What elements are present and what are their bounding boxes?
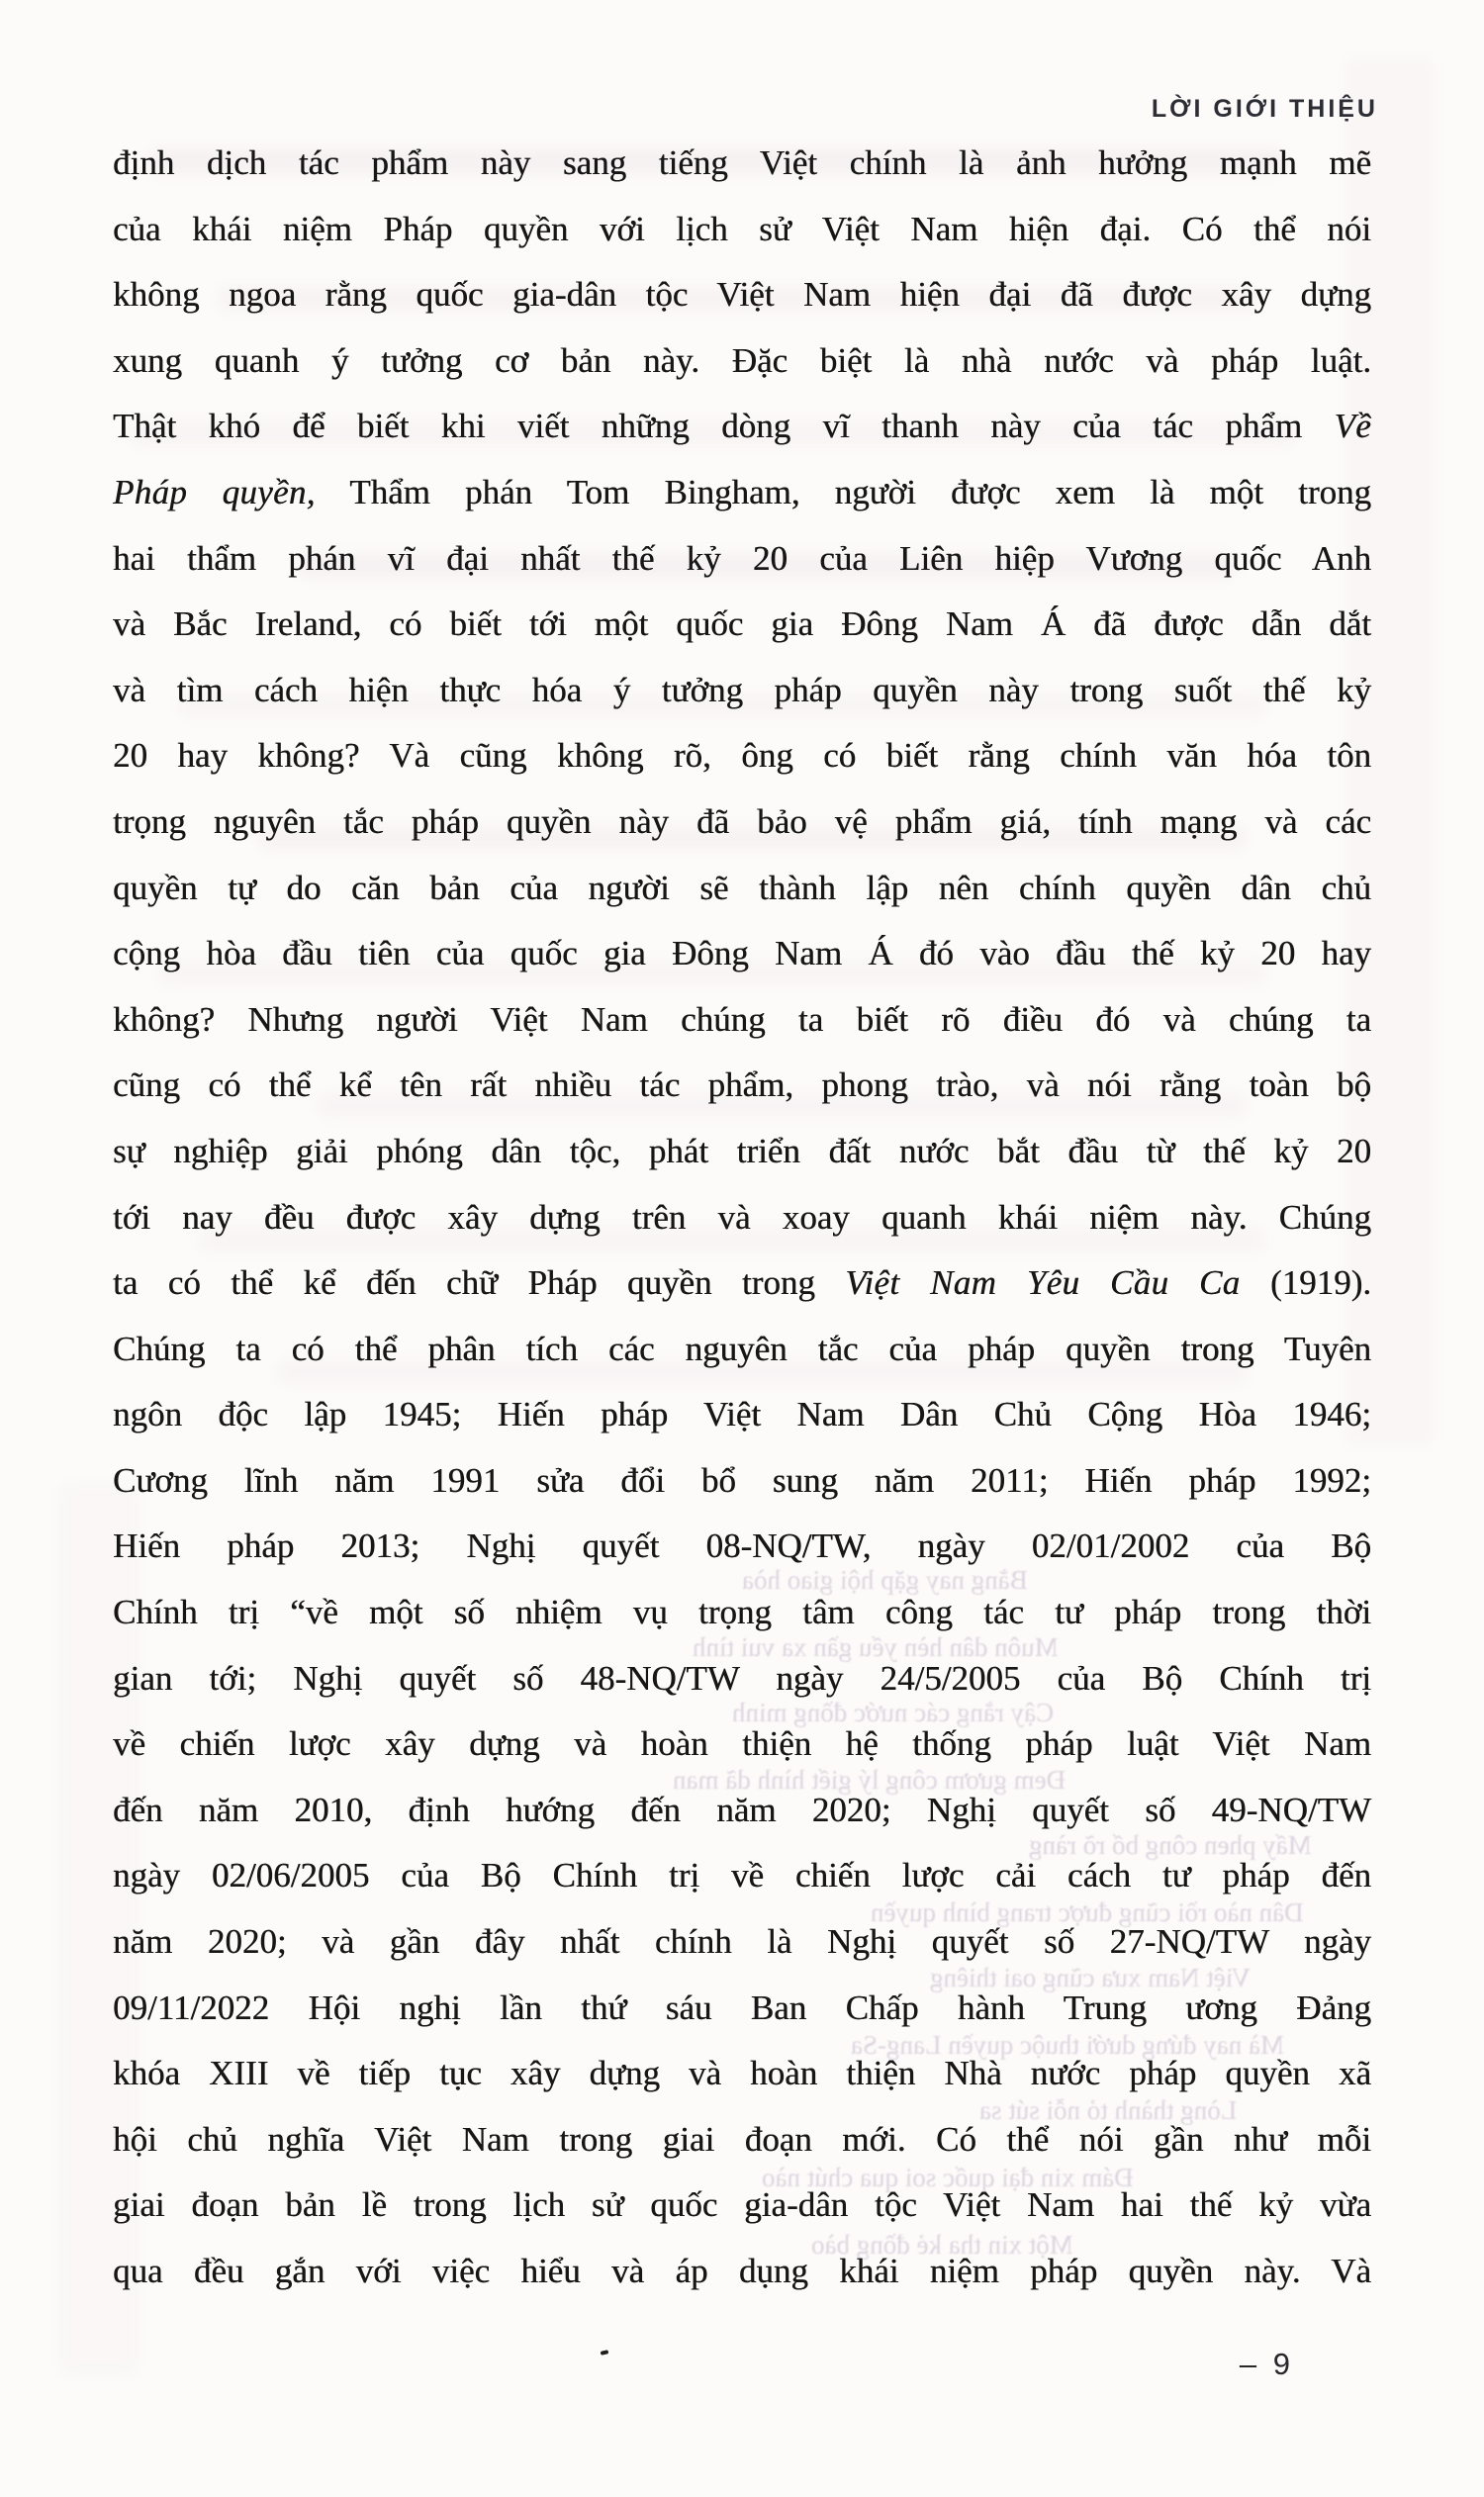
- text-segment: và Bắc Ireland, có biết tới một quốc gia Đông Nam Á đã được dẫn dắt: [113, 604, 1371, 644]
- text-line: [113, 723, 1371, 789]
- bleedthrough-line: Một xin tha kẻ đồng bào: [811, 2230, 1073, 2260]
- text-segment: năm 2020; và gần đây nhất chính là Nghị quyết số 27-NQ/TW ngày: [113, 1922, 1371, 1962]
- text-segment: cộng hòa đầu tiên của quốc gia Đông Nam Á đó vào đầu thế kỷ 20 hay: [113, 934, 1371, 973]
- text-line: [113, 2173, 1371, 2239]
- text-segment: Thật khó để biết khi viết những dòng vĩ thanh này của tác phẩm: [113, 407, 1335, 446]
- text-line: [113, 1250, 1371, 1317]
- body-text: [113, 131, 1371, 2305]
- text-segment: Cương lĩnh năm 1991 sửa đổi bổ sung năm 2011; Hiến pháp 1992;: [113, 1460, 1371, 1500]
- text-line: [113, 658, 1371, 724]
- text-segment: Hiến pháp 2013; Nghị quyết 08-NQ/TW, ngày 02/01/2002 của Bộ: [113, 1526, 1371, 1566]
- italic-text: Về: [1334, 407, 1371, 446]
- bleedthrough-line: Cậy rằng các nước đồng minh: [732, 1698, 1055, 1727]
- text-segment: qua đều gắn với việc hiểu và áp dụng khái niệm pháp quyền này. Và: [113, 2252, 1371, 2290]
- text-segment: không ngoa rằng quốc gia-dân tộc Việt Nam hiện đại đã được xây dựng: [113, 275, 1371, 315]
- text-segment: gian tới; Nghị quyết số 48-NQ/TW ngày 24/5/2005 của Bộ Chính trị: [113, 1658, 1371, 1698]
- text-segment: ta có thể kể đến chữ Pháp quyền trong: [113, 1263, 846, 1303]
- text-line: [113, 1448, 1371, 1515]
- text-segment: Chính trị “về một số nhiệm vụ trọng tâm công tác tư pháp trong thời: [113, 1593, 1371, 1632]
- text-line: [113, 1778, 1371, 1844]
- text-segment: hội chủ nghĩa Việt Nam trong giai đoạn mới. Có thể nói gần như mỗi: [113, 2119, 1371, 2159]
- italic-text: Việt Nam Yêu Cầu Ca: [845, 1263, 1241, 1303]
- text-line: [113, 460, 1371, 526]
- text-segment: hai thẩm phán vĩ đại nhất thế kỷ 20 của Liên hiệp Vương quốc Anh: [113, 538, 1371, 578]
- text-line: [113, 328, 1371, 395]
- text-line: [113, 987, 1371, 1054]
- text-segment: Chúng ta có thể phân tích các nguyên tắc của pháp quyền trong Tuyên: [113, 1329, 1371, 1368]
- text-segment: 09/11/2022 Hội nghị lần thứ sáu Ban Chấp hành Trung ương Đảng: [113, 1988, 1371, 2027]
- text-segment: cũng có thể kể tên rất nhiều tác phẩm, phong trào, và nói rằng toàn bộ: [113, 1065, 1371, 1105]
- text-segment: đến năm 2010, định hướng đến năm 2020; Nghị quyết số 49-NQ/TW: [113, 1790, 1371, 1829]
- text-line: [113, 1909, 1371, 1976]
- text-segment: xung quanh ý tưởng cơ bản này. Đặc biệt là nhà nước và pháp luật.: [113, 340, 1371, 380]
- text-line: [113, 1053, 1371, 1119]
- text-line: [113, 1580, 1371, 1646]
- bleedthrough-line: Lòng thành tỏ nỗi sút sa: [979, 2095, 1238, 2125]
- text-line: [113, 921, 1371, 987]
- text-line: [113, 1711, 1371, 1778]
- text-line: [113, 2107, 1371, 2173]
- text-line: [113, 526, 1371, 593]
- text-line: [113, 856, 1371, 922]
- text-line: [113, 2239, 1371, 2305]
- text-segment: quyền tự do căn bản của người sẽ thành lập nên chính quyền dân chủ: [113, 868, 1371, 907]
- bleedthrough-line: Đám xin đại quốc soi qua chút nào: [762, 2163, 1134, 2192]
- bleedthrough-line: Bằng nay gặp hội giao hòa: [742, 1565, 1028, 1595]
- running-header: LỜI GIỚI THIỆU: [1151, 95, 1378, 123]
- text-segment: không? Nhưng người Việt Nam chúng ta biết rõ điều đó và chúng ta: [113, 999, 1371, 1039]
- ink-speck: [601, 2350, 609, 2356]
- text-line: [113, 1382, 1371, 1448]
- text-segment: khóa XIII về tiếp tục xây dựng và hoàn thiện Nhà nước pháp quyền xã: [113, 2054, 1371, 2093]
- text-segment: Thẩm phán Tom Bingham, người được xem là một trong: [315, 472, 1371, 511]
- italic-text: Pháp quyền,: [113, 472, 316, 511]
- text-line: [113, 2041, 1371, 2107]
- text-line: [113, 1976, 1371, 2042]
- text-line: [113, 131, 1371, 197]
- text-line: [113, 1646, 1371, 1712]
- text-line: [113, 394, 1371, 460]
- text-line: [113, 1317, 1371, 1383]
- text-line: [113, 197, 1371, 263]
- text-segment: (1919).: [1240, 1263, 1372, 1303]
- text-line: [113, 1119, 1371, 1185]
- bleedthrough-line: Đem gươm công lý giết hình dã man: [673, 1765, 1067, 1795]
- text-segment: 20 hay không? Và cũng không rõ, ông có biết rằng chính văn hóa tôn: [113, 736, 1371, 776]
- bleedthrough-line: Mà nay đứng dưới thuộc quyền Lang-Sa: [851, 2030, 1284, 2060]
- text-segment: và tìm cách hiện thực hóa ý tưởng pháp quyền này trong suốt thế kỷ: [113, 670, 1371, 709]
- text-segment: giai đoạn bản lề trong lịch sử quốc gia-dân tộc Việt Nam hai thế kỷ vừa: [113, 2185, 1371, 2225]
- text-line: [113, 592, 1371, 658]
- text-line: [113, 1843, 1371, 1909]
- page-number: – 9: [1239, 2347, 1294, 2381]
- bleedthrough-line: Việt Nam xưa cũng oai thiêng: [930, 1963, 1252, 1992]
- bleedthrough-line: Muôn dân hèn yếu gần xa vui tình: [693, 1632, 1059, 1662]
- text-segment: trọng nguyên tắc pháp quyền này đã bảo vệ phẩm giá, tính mạng và các: [113, 801, 1371, 841]
- text-line: [113, 1185, 1371, 1251]
- text-line: [113, 1514, 1371, 1580]
- text-line: [113, 262, 1371, 328]
- bleedthrough-line: Dân nào rồi cũng được trang bình quyền: [871, 1897, 1304, 1927]
- text-segment: ngôn độc lập 1945; Hiến pháp Việt Nam Dân Chủ Cộng Hòa 1946;: [113, 1395, 1371, 1434]
- text-segment: của khái niệm Pháp quyền với lịch sử Việt Nam hiện đại. Có thể nói: [113, 209, 1371, 248]
- bleedthrough-line: Mấy phen công bố rõ ràng: [1029, 1830, 1312, 1860]
- text-segment: định dịch tác phẩm này sang tiếng Việt chính là ảnh hưởng mạnh mẽ: [113, 143, 1371, 182]
- text-segment: sự nghiệp giải phóng dân tộc, phát triển đất nước bắt đầu từ thế kỷ 20: [113, 1131, 1371, 1170]
- text-segment: tới nay đều được xây dựng trên và xoay quanh khái niệm này. Chúng: [113, 1197, 1371, 1237]
- text-segment: ngày 02/06/2005 của Bộ Chính trị về chiến lược cải cách tư pháp đến: [113, 1856, 1371, 1896]
- text-line: [113, 789, 1371, 856]
- text-segment: về chiến lược xây dựng và hoàn thiện hệ thống pháp luật Việt Nam: [113, 1724, 1371, 1764]
